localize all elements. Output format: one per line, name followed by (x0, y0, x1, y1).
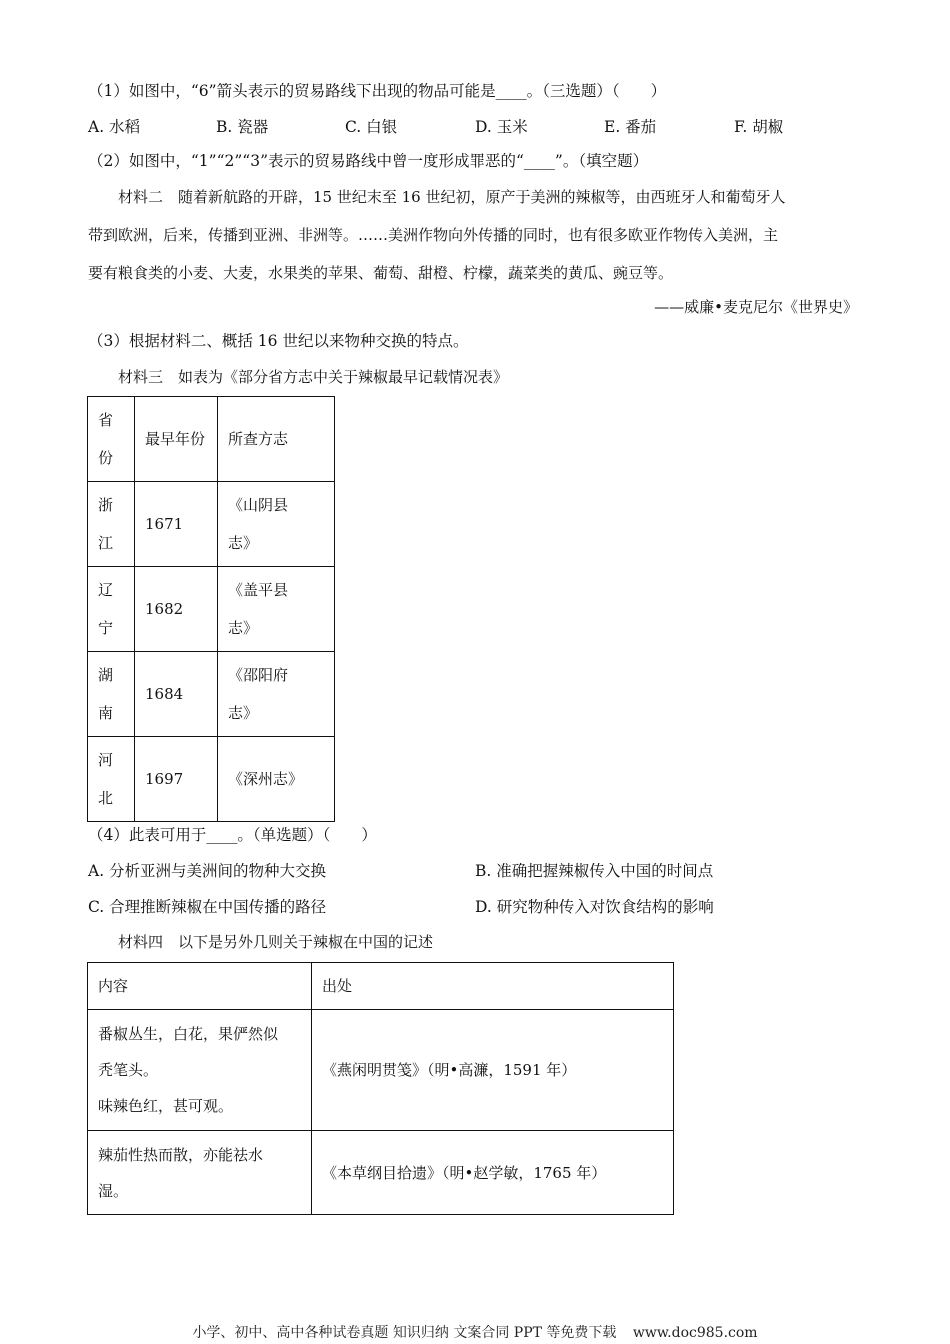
table-row (88, 737, 335, 822)
cell-record: 《山阴县志》 (218, 482, 335, 567)
cell-province: 浙江 (88, 482, 135, 567)
material2-line3: 要有粮食类的小麦、大麦，水果类的苹果、葡萄、甜橙、柠檬，蔬菜类的黄瓜、豌豆等。 (88, 264, 674, 282)
table-header-row (88, 963, 674, 1010)
table-row (88, 1010, 674, 1131)
q1-option-a: A. 水稻 (88, 118, 141, 136)
material2-source: ——威廉•麦克尼尔《世界史》 (654, 298, 858, 316)
footer-text: 小学、初中、高中各种试卷真题 知识归纳 文案合同 PPT 等免费下载 (192, 1325, 617, 1341)
material2-line2: 带到欧洲，后来，传播到亚洲、非洲等。……美洲作物向外传播的同时，也有很多欧亚作物传入美洲，主 (88, 226, 779, 244)
cell-content: 番椒丛生，白花，果俨然似 秃笔头。 味辣色红，甚可观。 (88, 1010, 312, 1131)
cell-content: 辣茄性热而散，亦能祛水 湿。 (88, 1131, 312, 1215)
q1-option-f: F. 胡椒 (734, 118, 784, 136)
cell-province: 河北 (88, 737, 135, 822)
header-province: 省份 (88, 397, 135, 482)
header-content: 内容 (88, 963, 312, 1010)
cell-source: 《本草纲目拾遗》（明•赵学敏，1765 年） (312, 1131, 674, 1215)
material3-title: 材料三 如表为《部分省方志中关于辣椒最早记载情况表》 (118, 368, 509, 386)
q4-option-d: D. 研究物种传入对饮食结构的影响 (475, 898, 714, 916)
header-source: 出处 (312, 963, 674, 1010)
material4-table (87, 962, 674, 1215)
cell-year: 1671 (135, 482, 218, 567)
table-row (88, 482, 335, 567)
cell-record: 《邵阳府志》 (218, 652, 335, 737)
table-row (88, 1131, 674, 1215)
page-footer (0, 1322, 950, 1342)
q1-option-b: B. 瓷器 (216, 118, 269, 136)
q1-option-d: D. 玉米 (475, 118, 528, 136)
cell-year: 1697 (135, 737, 218, 822)
cell-year: 1682 (135, 567, 218, 652)
cell-record: 《盖平县志》 (218, 567, 335, 652)
cell-source: 《燕闲明贯笺》（明•高濂，1591 年） (312, 1010, 674, 1131)
q2-stem: （2）如图中，“1”“2”“3”表示的贸易路线中曾一度形成罪恶的“____”。（填空题） (88, 152, 649, 170)
q4-stem: （4）此表可用于____。（单选题）（ ） (88, 826, 377, 844)
q4-option-b: B. 准确把握辣椒传入中国的时间点 (475, 862, 714, 880)
q4-option-c: C. 合理推断辣椒在中国传播的路径 (88, 898, 327, 916)
cell-province: 湖南 (88, 652, 135, 737)
footer-url[interactable]: www.doc985.com (632, 1325, 758, 1341)
table-row (88, 567, 335, 652)
table-header-row (88, 397, 335, 482)
q1-stem: （1）如图中，“6”箭头表示的贸易路线下出现的物品可能是____。（三选题）（ ） (88, 82, 667, 100)
cell-year: 1684 (135, 652, 218, 737)
material4-title: 材料四 以下是另外几则关于辣椒在中国的记述 (118, 933, 434, 951)
material2-line1: 材料二 随着新航路的开辟，15 世纪末至 16 世纪初，原产于美洲的辣椒等，由西班牙人和葡萄牙人 (118, 188, 786, 206)
q3-stem: （3）根据材料二、概括 16 世纪以来物种交换的特点。 (88, 332, 469, 350)
header-record: 所查方志 (218, 397, 335, 482)
q4-option-a: A. 分析亚洲与美洲间的物种大交换 (88, 862, 327, 880)
q1-option-c: C. 白银 (345, 118, 398, 136)
cell-record: 《深州志》 (218, 737, 335, 822)
cell-province: 辽宁 (88, 567, 135, 652)
table-row (88, 652, 335, 737)
header-year: 最早年份 (135, 397, 218, 482)
q1-option-e: E. 番茄 (604, 118, 657, 136)
material3-table (87, 396, 335, 822)
